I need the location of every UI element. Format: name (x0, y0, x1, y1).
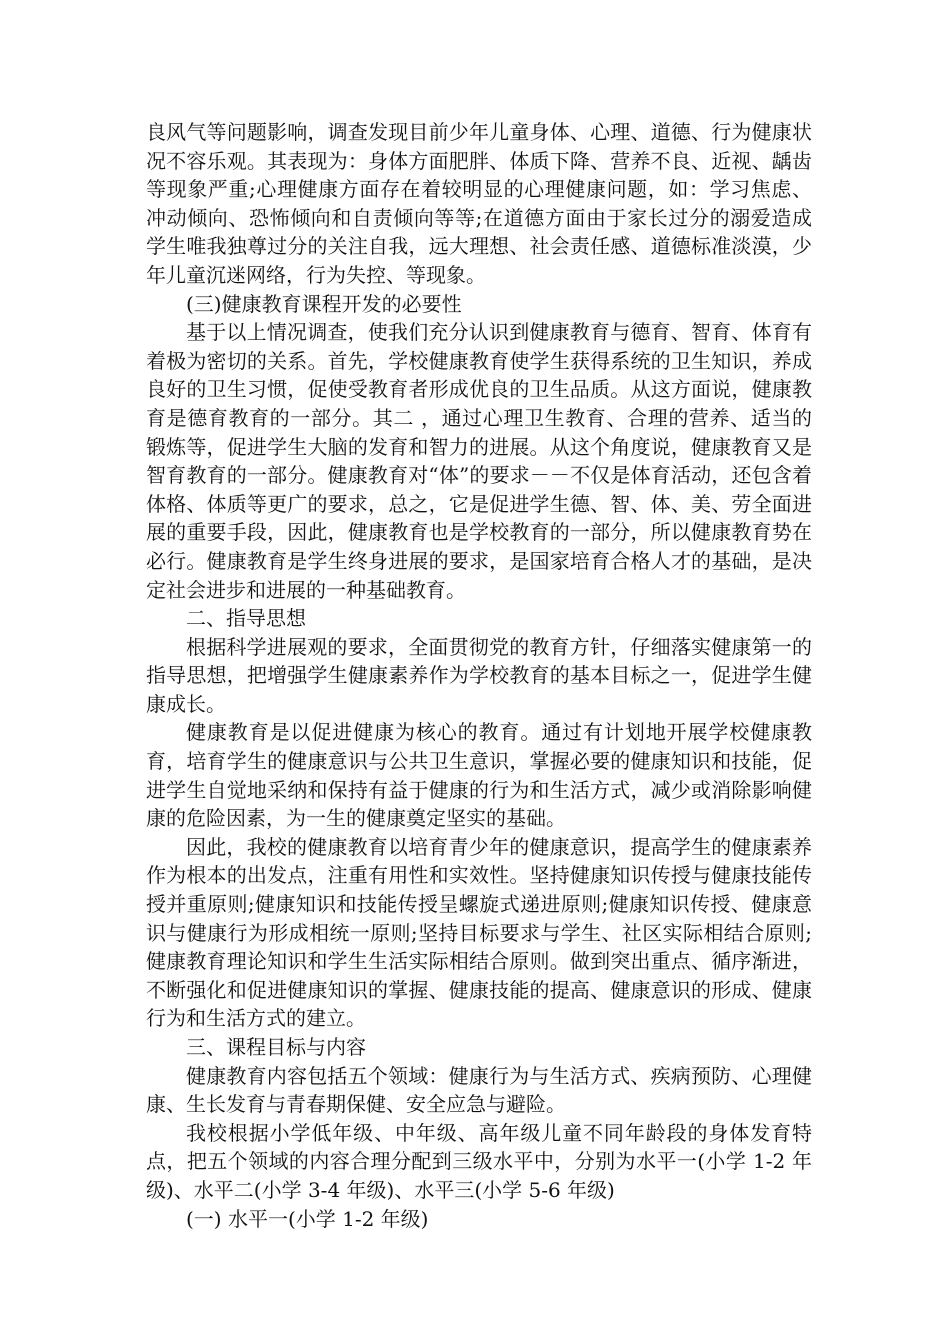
paragraph-content-1: 健康教育内容包括五个领域：健康行为与生活方式、疾病预防、心理健康、生长发育与青春期保健、安全应急与避险。 (146, 1063, 812, 1117)
paragraph-1: 良风气等问题影响，调查发现目前少年儿童身体、心理、道德、行为健康状况不容乐观。其表现为：身体方面肥胖、体质下降、营养不良、近视、龋齿等现象严重;心理健康方面存在着较明显的心理健康问题，如：学习焦虑、冲动倾向、恐怖倾向和自责倾向等等;在道德方面由于家长过分的溺爱造成学生唯我独尊过分的关注自我，远大理想、社会责任感、道德标准淡漠，少年儿童沉迷网络，行为失控、等现象。 (146, 120, 812, 287)
paragraph-guiding-3: 因此，我校的健康教育以培育青少年的健康意识，提高学生的健康素养作为根本的出发点，注重有用性和实效性。坚持健康知识传授与健康技能传授并重原则;健康知识和技能传授呈螺旋式递进原则;健康知识传授、健康意识与健康行为形成相统一原则;坚持目标要求与学生、社区实际相结合原则;健康教育理论知识和学生生活实际相结合原则。做到突出重点、循序渐进，不断强化和促进健康知识的掌握、健康技能的提高、健康意识的形成、健康行为和生活方式的建立。 (146, 834, 812, 1031)
section-heading-goals-content: 三、课程目标与内容 (186, 1035, 366, 1059)
document-page (146, 118, 812, 1233)
subsection-heading-level-one: (一) 水平一(小学 1-2 年级) (186, 1206, 429, 1231)
paragraph-guiding-2: 健康教育是以促进健康为核心的教育。通过有计划地开展学校健康教育，培育学生的健康意识与公共卫生意识，掌握必要的健康知识和技能，促进学生自觉地采纳和保持有益于健康的行为和生活方式，减少或消除影响健康的危险因素，为一生的健康奠定坚实的基础。 (146, 720, 812, 831)
paragraph-necessity: 基于以上情况调查，使我们充分认识到健康教育与德育、智育、体育有着极为密切的关系。首先，学校健康教育使学生获得系统的卫生知识，养成良好的卫生习惯，促使受教育者形成优良的卫生品质。从这方面说，健康教育是德育教育的一部分。其二 ，通过心理卫生教育、合理的营养、适当的锻炼等，促进学生大脑的发育和智力的进展。从这个角度说，健康教育又是智育教育的一部分。健康教育对“体”的要求－－不仅是体育活动，还包含着体格、体质等更广的要求，总之，它是促进学生德、智、体、美、劳全面进展的重要手段，因此，健康教育也是学校教育的一部分，所以健康教育势在必行。健康教育是学生终身进展的要求，是国家培育合格人才的基础，是决定社会进步和进展的一种基础教育。 (146, 320, 812, 602)
paragraph-content-2: 我校根据小学低年级、中年级、高年级儿童不同年龄段的身体发育特点，把五个领域的内容合理分配到三级水平中，分别为水平一(小学 1-2 年级)、水平二(小学 3-4 年级)、水平三(小学 5-6 年级) (146, 1120, 812, 1202)
section-heading-guiding-ideology: 二、指导思想 (186, 606, 306, 631)
section-heading-necessity: (三)健康教育课程开发的必要性 (186, 291, 462, 316)
paragraph-guiding-1: 根据科学进展观的要求，全面贯彻党的教育方针，仔细落实健康第一的指导思想，把增强学生健康素养作为学校教育的基本目标之一，促进学生健康成长。 (146, 634, 812, 716)
